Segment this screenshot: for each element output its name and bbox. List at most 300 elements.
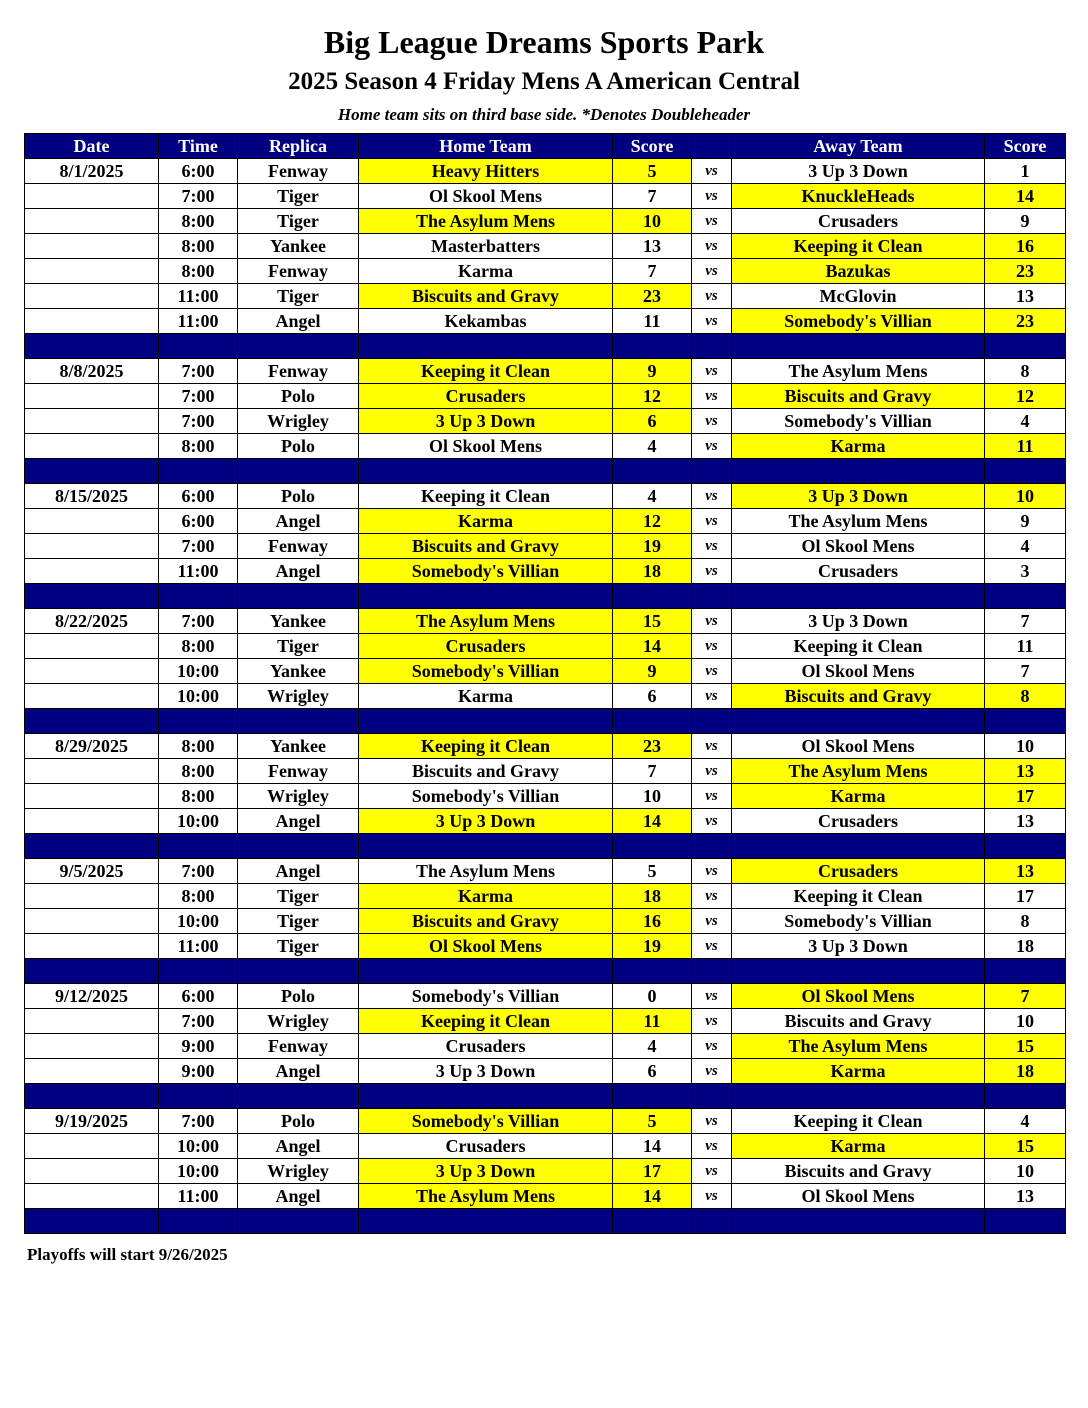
- away-score-cell: 13: [985, 1184, 1066, 1209]
- home-team-cell: Somebody's Villian: [359, 784, 613, 809]
- home-score-cell: 7: [613, 759, 692, 784]
- vs-cell: vs: [692, 634, 732, 659]
- table-header-row: [25, 134, 1066, 159]
- separator-cell: [359, 584, 613, 609]
- table-row: [25, 484, 1066, 509]
- table-row: [25, 284, 1066, 309]
- col-header-vs: [692, 134, 732, 159]
- time-cell: 11:00: [159, 1184, 238, 1209]
- week-separator-row: [25, 1084, 1066, 1109]
- home-team-cell: Keeping it Clean: [359, 484, 613, 509]
- separator-cell: [613, 709, 692, 734]
- away-score-cell: 16: [985, 234, 1066, 259]
- table-row: [25, 859, 1066, 884]
- away-score-cell: 8: [985, 684, 1066, 709]
- separator-cell: [732, 584, 985, 609]
- separator-cell: [732, 709, 985, 734]
- vs-cell: vs: [692, 734, 732, 759]
- separator-cell: [732, 834, 985, 859]
- date-cell: [25, 534, 159, 559]
- time-cell: 7:00: [159, 1109, 238, 1134]
- away-team-cell: Ol Skool Mens: [732, 1184, 985, 1209]
- home-team-cell: Karma: [359, 259, 613, 284]
- home-team-cell: Keeping it Clean: [359, 1009, 613, 1034]
- date-cell: [25, 1159, 159, 1184]
- away-score-cell: 23: [985, 259, 1066, 284]
- away-score-cell: 13: [985, 759, 1066, 784]
- vs-cell: vs: [692, 559, 732, 584]
- table-row: [25, 809, 1066, 834]
- week-separator-row: [25, 959, 1066, 984]
- date-cell: [25, 184, 159, 209]
- date-cell: [25, 409, 159, 434]
- separator-cell: [732, 1084, 985, 1109]
- separator-cell: [692, 459, 732, 484]
- date-cell: [25, 809, 159, 834]
- replica-cell: Polo: [238, 384, 359, 409]
- replica-cell: Angel: [238, 1134, 359, 1159]
- away-team-cell: The Asylum Mens: [732, 509, 985, 534]
- home-team-cell: Biscuits and Gravy: [359, 284, 613, 309]
- separator-cell: [25, 709, 159, 734]
- replica-cell: Tiger: [238, 909, 359, 934]
- date-cell: [25, 1034, 159, 1059]
- replica-cell: Yankee: [238, 734, 359, 759]
- vs-cell: vs: [692, 1134, 732, 1159]
- table-row: [25, 359, 1066, 384]
- date-cell: [25, 1059, 159, 1084]
- table-row: [25, 384, 1066, 409]
- vs-cell: vs: [692, 1184, 732, 1209]
- away-team-cell: Keeping it Clean: [732, 1109, 985, 1134]
- week-separator-row: [25, 459, 1066, 484]
- away-score-cell: 15: [985, 1134, 1066, 1159]
- date-cell: [25, 559, 159, 584]
- home-score-cell: 23: [613, 284, 692, 309]
- time-cell: 7:00: [159, 359, 238, 384]
- away-score-cell: 10: [985, 734, 1066, 759]
- playoffs-note: Playoffs will start 9/26/2025: [27, 1245, 228, 1264]
- table-row: [25, 1034, 1066, 1059]
- vs-cell: vs: [692, 909, 732, 934]
- table-row: [25, 209, 1066, 234]
- away-score-cell: 13: [985, 284, 1066, 309]
- date-cell: [25, 784, 159, 809]
- separator-cell: [692, 1209, 732, 1234]
- col-header-home-team: Home Team: [359, 134, 613, 159]
- home-team-cell: Ol Skool Mens: [359, 934, 613, 959]
- away-team-cell: Karma: [732, 434, 985, 459]
- table-row: [25, 909, 1066, 934]
- replica-cell: Wrigley: [238, 684, 359, 709]
- separator-cell: [238, 709, 359, 734]
- away-team-cell: 3 Up 3 Down: [732, 934, 985, 959]
- vs-cell: vs: [692, 309, 732, 334]
- away-score-cell: 17: [985, 784, 1066, 809]
- table-row: [25, 1159, 1066, 1184]
- home-team-cell: Keeping it Clean: [359, 734, 613, 759]
- home-score-cell: 14: [613, 809, 692, 834]
- time-cell: 8:00: [159, 434, 238, 459]
- replica-cell: Tiger: [238, 209, 359, 234]
- schedule-table: [24, 133, 1066, 1234]
- home-score-cell: 18: [613, 884, 692, 909]
- away-team-cell: Ol Skool Mens: [732, 534, 985, 559]
- home-team-cell: Crusaders: [359, 384, 613, 409]
- separator-cell: [238, 1209, 359, 1234]
- replica-cell: Angel: [238, 559, 359, 584]
- replica-cell: Fenway: [238, 359, 359, 384]
- separator-cell: [732, 1209, 985, 1234]
- separator-cell: [692, 834, 732, 859]
- home-team-cell: Masterbatters: [359, 234, 613, 259]
- separator-cell: [238, 1084, 359, 1109]
- replica-cell: Fenway: [238, 759, 359, 784]
- replica-cell: Tiger: [238, 284, 359, 309]
- away-team-cell: Somebody's Villian: [732, 409, 985, 434]
- home-score-cell: 6: [613, 684, 692, 709]
- replica-cell: Wrigley: [238, 409, 359, 434]
- time-cell: 8:00: [159, 759, 238, 784]
- away-team-cell: Crusaders: [732, 859, 985, 884]
- home-score-cell: 12: [613, 509, 692, 534]
- home-score-cell: 11: [613, 309, 692, 334]
- vs-cell: vs: [692, 209, 732, 234]
- away-score-cell: 4: [985, 1109, 1066, 1134]
- week-separator-row: [25, 584, 1066, 609]
- date-cell: [25, 234, 159, 259]
- separator-cell: [25, 1209, 159, 1234]
- time-cell: 10:00: [159, 1159, 238, 1184]
- replica-cell: Tiger: [238, 634, 359, 659]
- home-score-cell: 18: [613, 559, 692, 584]
- time-cell: 7:00: [159, 859, 238, 884]
- time-cell: 7:00: [159, 1009, 238, 1034]
- vs-cell: vs: [692, 1109, 732, 1134]
- separator-cell: [359, 1209, 613, 1234]
- separator-cell: [732, 459, 985, 484]
- separator-cell: [613, 459, 692, 484]
- separator-cell: [985, 459, 1066, 484]
- home-team-cell: Ol Skool Mens: [359, 184, 613, 209]
- week-separator-row: [25, 709, 1066, 734]
- replica-cell: Wrigley: [238, 784, 359, 809]
- table-row: [25, 184, 1066, 209]
- time-cell: 10:00: [159, 659, 238, 684]
- vs-cell: vs: [692, 784, 732, 809]
- date-cell: [25, 284, 159, 309]
- home-team-cell: The Asylum Mens: [359, 609, 613, 634]
- vs-cell: vs: [692, 884, 732, 909]
- vs-cell: vs: [692, 509, 732, 534]
- away-score-cell: 18: [985, 934, 1066, 959]
- separator-cell: [25, 334, 159, 359]
- home-team-cell: Crusaders: [359, 634, 613, 659]
- home-team-cell: Somebody's Villian: [359, 659, 613, 684]
- replica-cell: Wrigley: [238, 1159, 359, 1184]
- time-cell: 8:00: [159, 784, 238, 809]
- away-team-cell: Keeping it Clean: [732, 634, 985, 659]
- date-cell: 8/29/2025: [25, 734, 159, 759]
- separator-cell: [238, 584, 359, 609]
- away-score-cell: 9: [985, 209, 1066, 234]
- date-cell: [25, 659, 159, 684]
- date-cell: [25, 934, 159, 959]
- col-header-time: Time: [159, 134, 238, 159]
- home-score-cell: 16: [613, 909, 692, 934]
- date-cell: [25, 1009, 159, 1034]
- vs-cell: vs: [692, 359, 732, 384]
- home-team-cell: Biscuits and Gravy: [359, 534, 613, 559]
- separator-cell: [613, 834, 692, 859]
- page-title: Big League Dreams Sports Park: [323, 24, 765, 60]
- away-team-cell: Crusaders: [732, 209, 985, 234]
- home-team-cell: Heavy Hitters: [359, 159, 613, 184]
- separator-cell: [692, 334, 732, 359]
- away-team-cell: The Asylum Mens: [732, 759, 985, 784]
- away-team-cell: Karma: [732, 784, 985, 809]
- vs-cell: vs: [692, 384, 732, 409]
- home-score-cell: 7: [613, 259, 692, 284]
- away-score-cell: 11: [985, 634, 1066, 659]
- separator-cell: [159, 334, 238, 359]
- separator-cell: [25, 1084, 159, 1109]
- separator-cell: [25, 584, 159, 609]
- col-header-home-score: Score: [613, 134, 692, 159]
- time-cell: 10:00: [159, 809, 238, 834]
- time-cell: 8:00: [159, 884, 238, 909]
- away-team-cell: 3 Up 3 Down: [732, 159, 985, 184]
- page-subtitle: 2025 Season 4 Friday Mens A American Central: [288, 68, 800, 95]
- separator-cell: [238, 834, 359, 859]
- table-row: [25, 234, 1066, 259]
- vs-cell: vs: [692, 1159, 732, 1184]
- home-team-cell: Karma: [359, 884, 613, 909]
- time-cell: 7:00: [159, 409, 238, 434]
- away-team-cell: Bazukas: [732, 259, 985, 284]
- date-cell: [25, 1184, 159, 1209]
- separator-cell: [359, 459, 613, 484]
- home-score-cell: 9: [613, 359, 692, 384]
- home-score-cell: 5: [613, 1109, 692, 1134]
- separator-cell: [159, 1084, 238, 1109]
- date-cell: [25, 209, 159, 234]
- time-cell: 11:00: [159, 284, 238, 309]
- away-team-cell: Ol Skool Mens: [732, 659, 985, 684]
- separator-cell: [985, 1209, 1066, 1234]
- home-team-cell: Karma: [359, 684, 613, 709]
- replica-cell: Fenway: [238, 259, 359, 284]
- home-score-cell: 12: [613, 384, 692, 409]
- separator-cell: [613, 584, 692, 609]
- home-team-cell: The Asylum Mens: [359, 209, 613, 234]
- table-row: [25, 984, 1066, 1009]
- away-score-cell: 10: [985, 484, 1066, 509]
- home-score-cell: 6: [613, 1059, 692, 1084]
- vs-cell: vs: [692, 184, 732, 209]
- away-team-cell: Biscuits and Gravy: [732, 1159, 985, 1184]
- separator-cell: [613, 1209, 692, 1234]
- away-score-cell: 15: [985, 1034, 1066, 1059]
- table-row: [25, 509, 1066, 534]
- date-cell: [25, 759, 159, 784]
- separator-cell: [159, 584, 238, 609]
- time-cell: 6:00: [159, 984, 238, 1009]
- separator-cell: [692, 959, 732, 984]
- home-team-cell: Karma: [359, 509, 613, 534]
- time-cell: 11:00: [159, 309, 238, 334]
- home-team-cell: Biscuits and Gravy: [359, 759, 613, 784]
- away-score-cell: 7: [985, 659, 1066, 684]
- home-score-cell: 19: [613, 934, 692, 959]
- table-row: [25, 684, 1066, 709]
- separator-cell: [985, 959, 1066, 984]
- away-score-cell: 8: [985, 909, 1066, 934]
- vs-cell: vs: [692, 684, 732, 709]
- date-cell: [25, 684, 159, 709]
- week-separator-row: [25, 834, 1066, 859]
- separator-cell: [613, 1084, 692, 1109]
- replica-cell: Polo: [238, 984, 359, 1009]
- away-score-cell: 18: [985, 1059, 1066, 1084]
- away-team-cell: KnuckleHeads: [732, 184, 985, 209]
- date-cell: 9/5/2025: [25, 859, 159, 884]
- away-team-cell: Biscuits and Gravy: [732, 384, 985, 409]
- col-header-away-score: Score: [985, 134, 1066, 159]
- time-cell: 8:00: [159, 209, 238, 234]
- separator-cell: [732, 959, 985, 984]
- schedule-body: [25, 159, 1066, 1234]
- away-score-cell: 8: [985, 359, 1066, 384]
- separator-cell: [985, 1084, 1066, 1109]
- table-row: [25, 1109, 1066, 1134]
- vs-cell: vs: [692, 809, 732, 834]
- home-team-cell: Somebody's Villian: [359, 559, 613, 584]
- separator-cell: [159, 459, 238, 484]
- replica-cell: Yankee: [238, 659, 359, 684]
- time-cell: 6:00: [159, 159, 238, 184]
- replica-cell: Fenway: [238, 534, 359, 559]
- away-team-cell: Somebody's Villian: [732, 309, 985, 334]
- away-team-cell: Biscuits and Gravy: [732, 1009, 985, 1034]
- time-cell: 8:00: [159, 259, 238, 284]
- away-score-cell: 12: [985, 384, 1066, 409]
- table-row: [25, 534, 1066, 559]
- away-score-cell: 1: [985, 159, 1066, 184]
- vs-cell: vs: [692, 434, 732, 459]
- home-score-cell: 5: [613, 859, 692, 884]
- vs-cell: vs: [692, 1034, 732, 1059]
- away-team-cell: Somebody's Villian: [732, 909, 985, 934]
- table-row: [25, 659, 1066, 684]
- away-score-cell: 7: [985, 609, 1066, 634]
- separator-cell: [159, 1209, 238, 1234]
- replica-cell: Fenway: [238, 1034, 359, 1059]
- home-team-cell: Somebody's Villian: [359, 1109, 613, 1134]
- col-header-replica: Replica: [238, 134, 359, 159]
- separator-cell: [25, 959, 159, 984]
- replica-cell: Angel: [238, 1184, 359, 1209]
- table-row: [25, 259, 1066, 284]
- away-team-cell: Keeping it Clean: [732, 884, 985, 909]
- home-score-cell: 19: [613, 534, 692, 559]
- away-team-cell: 3 Up 3 Down: [732, 609, 985, 634]
- replica-cell: Angel: [238, 859, 359, 884]
- home-team-cell: Crusaders: [359, 1034, 613, 1059]
- separator-cell: [159, 834, 238, 859]
- vs-cell: vs: [692, 284, 732, 309]
- replica-cell: Wrigley: [238, 1009, 359, 1034]
- home-score-cell: 14: [613, 1184, 692, 1209]
- home-team-cell: The Asylum Mens: [359, 859, 613, 884]
- separator-cell: [359, 834, 613, 859]
- away-team-cell: Crusaders: [732, 559, 985, 584]
- home-score-cell: 10: [613, 209, 692, 234]
- away-team-cell: The Asylum Mens: [732, 1034, 985, 1059]
- home-team-cell: Crusaders: [359, 1134, 613, 1159]
- time-cell: 7:00: [159, 184, 238, 209]
- time-cell: 9:00: [159, 1034, 238, 1059]
- separator-cell: [359, 334, 613, 359]
- week-separator-row: [25, 334, 1066, 359]
- separator-cell: [985, 834, 1066, 859]
- date-cell: [25, 509, 159, 534]
- separator-cell: [159, 959, 238, 984]
- time-cell: 8:00: [159, 234, 238, 259]
- away-team-cell: The Asylum Mens: [732, 359, 985, 384]
- home-score-cell: 7: [613, 184, 692, 209]
- vs-cell: vs: [692, 1009, 732, 1034]
- replica-cell: Tiger: [238, 184, 359, 209]
- replica-cell: Yankee: [238, 609, 359, 634]
- away-team-cell: Biscuits and Gravy: [732, 684, 985, 709]
- date-cell: 8/1/2025: [25, 159, 159, 184]
- table-row: [25, 734, 1066, 759]
- home-team-cell: 3 Up 3 Down: [359, 1059, 613, 1084]
- home-team-cell: Keeping it Clean: [359, 359, 613, 384]
- home-score-cell: 14: [613, 634, 692, 659]
- table-row: [25, 759, 1066, 784]
- col-header-away-team: Away Team: [732, 134, 985, 159]
- date-cell: [25, 1134, 159, 1159]
- separator-cell: [25, 459, 159, 484]
- date-cell: 8/15/2025: [25, 484, 159, 509]
- vs-cell: vs: [692, 859, 732, 884]
- separator-cell: [692, 709, 732, 734]
- away-team-cell: Crusaders: [732, 809, 985, 834]
- home-team-cell: Biscuits and Gravy: [359, 909, 613, 934]
- date-cell: [25, 909, 159, 934]
- vs-cell: vs: [692, 159, 732, 184]
- time-cell: 7:00: [159, 384, 238, 409]
- separator-cell: [613, 959, 692, 984]
- table-row: [25, 1184, 1066, 1209]
- time-cell: 10:00: [159, 909, 238, 934]
- col-header-date: Date: [25, 134, 159, 159]
- vs-cell: vs: [692, 984, 732, 1009]
- table-row: [25, 934, 1066, 959]
- home-score-cell: 4: [613, 434, 692, 459]
- separator-cell: [613, 334, 692, 359]
- home-score-cell: 23: [613, 734, 692, 759]
- vs-cell: vs: [692, 934, 732, 959]
- home-team-cell: Somebody's Villian: [359, 984, 613, 1009]
- away-score-cell: 14: [985, 184, 1066, 209]
- date-cell: [25, 384, 159, 409]
- replica-cell: Angel: [238, 1059, 359, 1084]
- home-score-cell: 15: [613, 609, 692, 634]
- replica-cell: Angel: [238, 809, 359, 834]
